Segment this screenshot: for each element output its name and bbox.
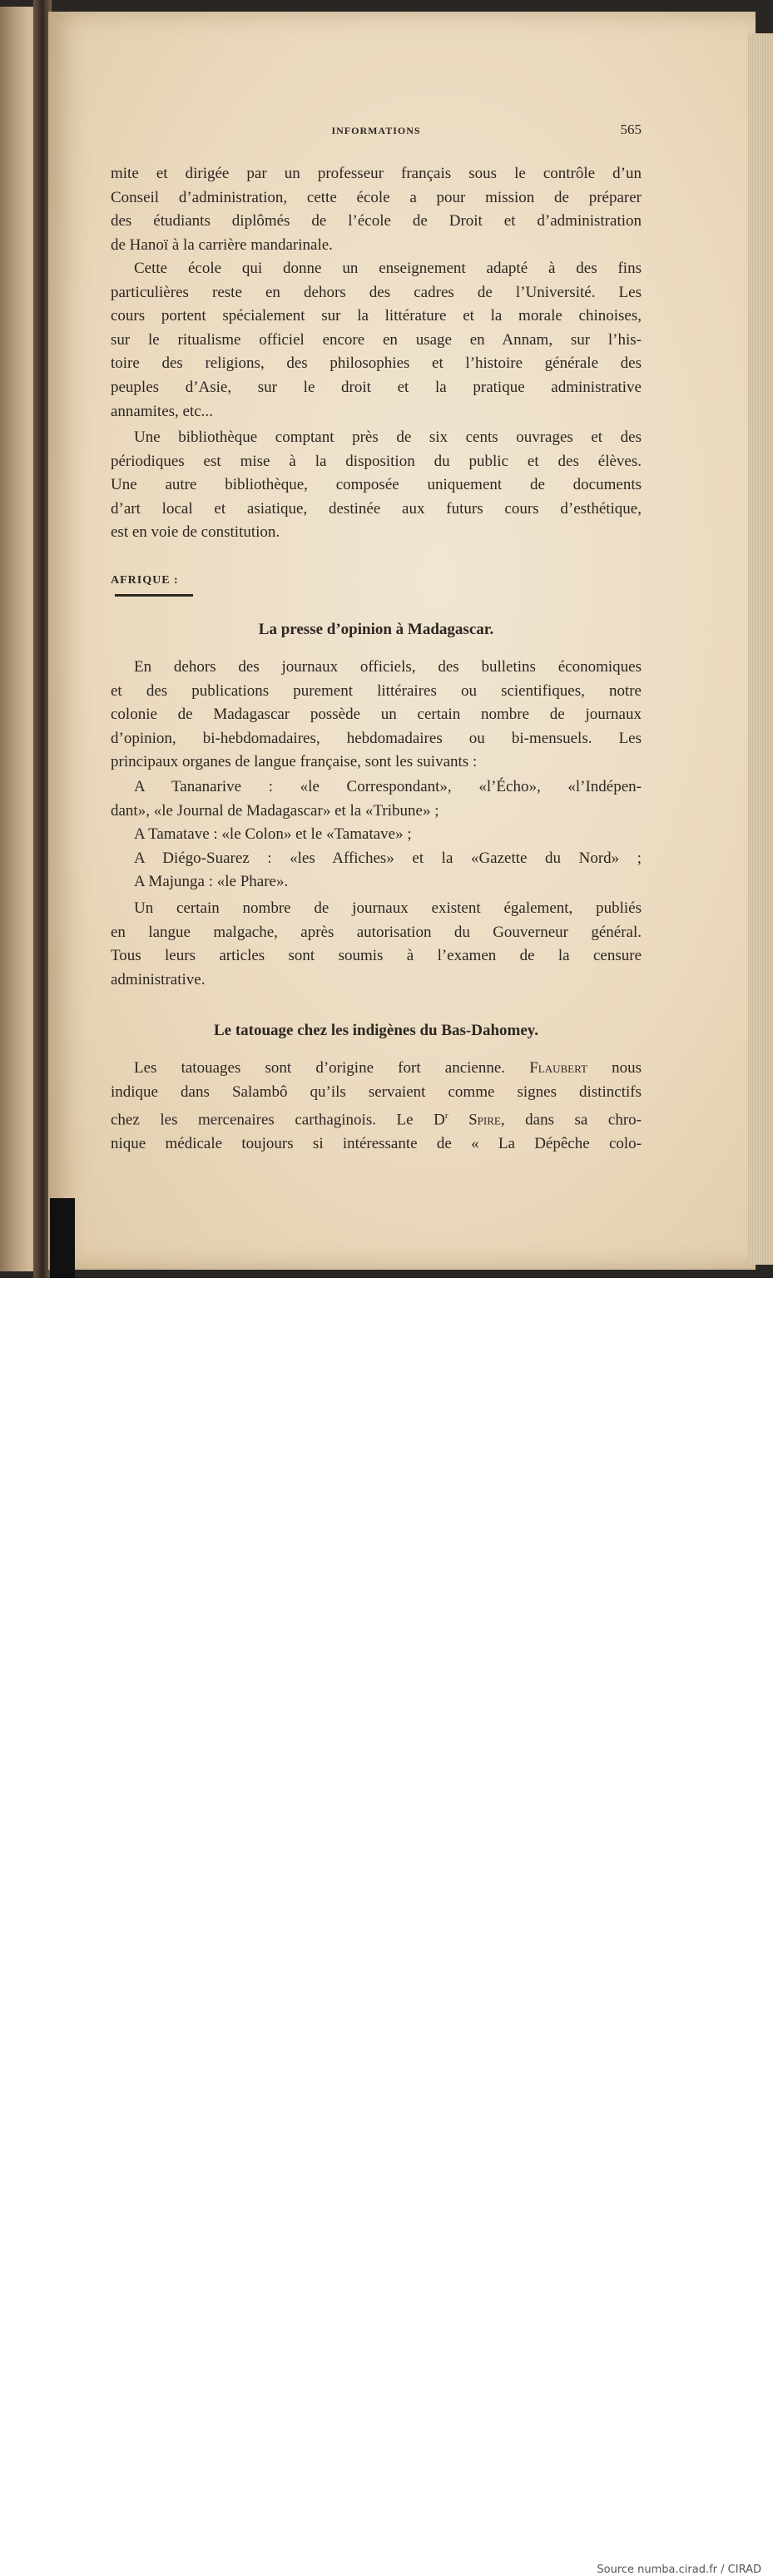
text-line: Conseil d’administration, cette école a pour mission de préparer (111, 188, 642, 206)
bookmark-ribbon (50, 1198, 75, 1278)
text-run: , dans sa chro- (500, 1111, 642, 1129)
text-line: Un certain nombre de journaux existent également, publiés (134, 899, 642, 917)
article1-newspaper-list (111, 775, 642, 894)
text-line: périodiques est mise à la disposition du public et des élèves. (111, 452, 642, 470)
text-line: Une bibliothèque comptant près de six cents ouvrages et des (134, 429, 642, 446)
text-line: toire des religions, des philosophies et l’histoire générale des (111, 354, 642, 373)
text-line (111, 1104, 642, 1132)
list-item: A Tamatave : «le Colon» et le «Tamatave» ; (134, 825, 412, 844)
list-item: A Majunga : «le Phare». (134, 873, 289, 891)
source-credit: Source numba.cirad.fr / CIRAD (597, 2564, 761, 2576)
text-line: de Hanoï à la carrière mandarinale. (111, 235, 333, 254)
paragraph-continuation (111, 162, 642, 257)
text-line: d’opinion, bi-hebdomadaires, hebdomadaires ou bi-mensuels. Les (111, 729, 642, 747)
text-run: chez les mercenaires carthaginois. Le D (111, 1111, 445, 1129)
text-run: nous (612, 1059, 642, 1077)
text-line: Cette école qui donne un enseignement adapté à des fins (134, 260, 642, 277)
text-line: peuples d’Asie, sur le droit et la pratique administrative (111, 378, 642, 396)
paragraph-library (111, 426, 642, 545)
text-line: cours portent spécialement sur la littérature et la morale chinoises, (111, 307, 642, 325)
text-line: indique dans Salambô qu’ils servaient comme signes distinctifs (111, 1082, 642, 1101)
text-line: d’art local et asiatique, destinée aux futurs cours d’esthétique, (111, 499, 642, 518)
article2-paragraph-1 (111, 1057, 642, 1157)
text-line: colonie de Madagascar possède un certain nombre de journaux (111, 706, 642, 724)
text-line: est en voie de constitution. (111, 523, 280, 542)
page-stack-edge (748, 33, 773, 1265)
list-item: dant», «le Journal de Madagascar» et la «Tribune» ; (111, 801, 439, 820)
page-header (111, 121, 642, 140)
text-line: Une autre bibliothèque, composée uniquement de documents (111, 476, 642, 494)
list-item: A Diégo-Suarez : «les Affiches» et la «Gazette du Nord» ; (134, 849, 642, 867)
text-line (111, 1057, 642, 1081)
list-item: A Tananarive : «le Correspondant», «l’Écho», «l’Indépen- (134, 778, 642, 795)
article-title-presse: La presse d’opinion à Madagascar. (258, 621, 494, 638)
text-run: Les tatouages sont d’origine fort ancienne. (134, 1059, 506, 1077)
section-label-afrique: AFRIQUE : (111, 574, 179, 587)
text-line: Tous leurs articles sont soumis à l’examen de la censure (111, 947, 642, 965)
text-line: administrative. (111, 970, 206, 988)
text-line: nique médicale toujours si intéressante de « La Dépêche colo- (111, 1135, 642, 1153)
doctor-superscript: r (444, 1111, 448, 1122)
text-line: annamites, etc... (111, 402, 213, 420)
article1-paragraph-2 (111, 897, 642, 992)
text-line: des étudiants diplômés de l’école de Droit et d’administration (111, 212, 642, 230)
paragraph-school (111, 257, 642, 424)
text-line: sur le ritualisme officiel encore en usage en Annam, sur l’his- (111, 330, 642, 349)
author-name-spire: Spire (468, 1111, 501, 1129)
running-head: INFORMATIONS (331, 125, 421, 136)
text-line: principaux organes de langue française, sont les suivants : (111, 753, 478, 771)
text-line: en langue malgache, après autorisation du Gouverneur général. (111, 923, 642, 941)
text-line: et des publications purement littéraires ou scientifiques, notre (111, 681, 642, 700)
article-title-tatouage: Le tatouage chez les indigènes du Bas-Dahomey. (213, 1022, 539, 1039)
footer-band (0, 1278, 773, 2576)
section-underline (115, 594, 193, 597)
text-line: En dehors des journaux officiels, des bulletins économiques (134, 658, 642, 676)
scanned-book-spread (0, 0, 773, 1278)
article1-paragraph-1 (111, 656, 642, 775)
text-line: mite et dirigée par un professeur français sous le contrôle d’un (111, 165, 642, 182)
text-line: particulières reste en dehors des cadres de l’Université. Les (111, 283, 642, 301)
page-number: 565 (620, 121, 642, 137)
author-name-flaubert: Flaubert (529, 1059, 587, 1077)
